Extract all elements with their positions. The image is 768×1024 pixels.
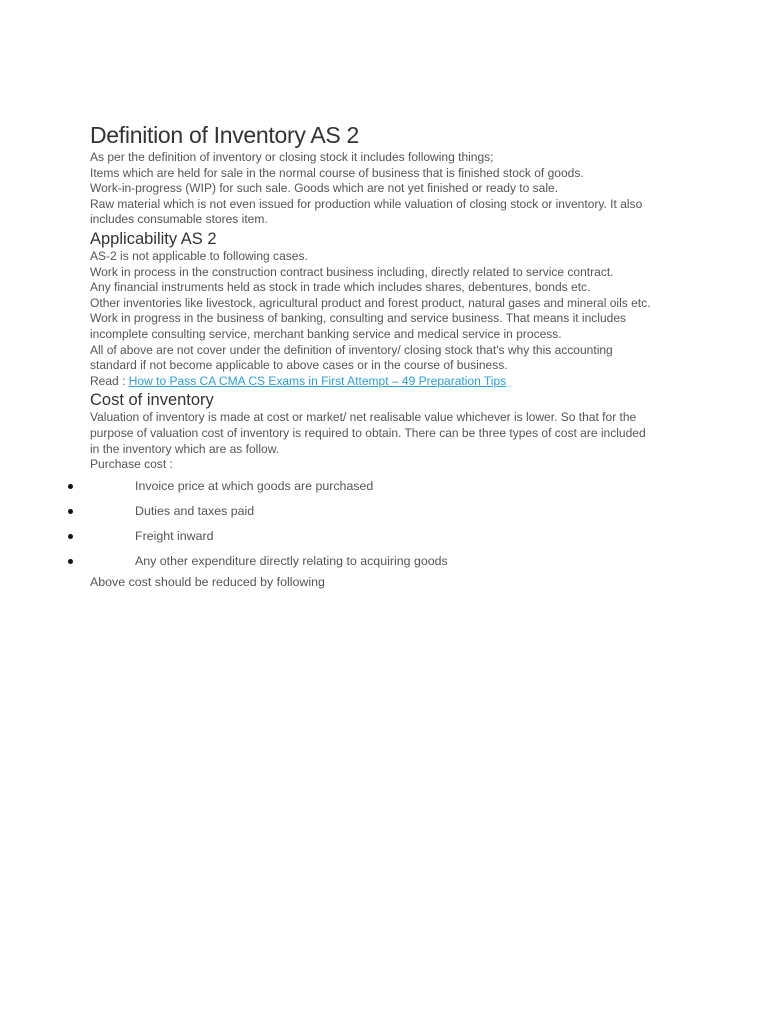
intro-line: Raw material which is not even issued for production while valuation of closing stock or inventory. It also includes consumable stores item. xyxy=(90,196,643,227)
applicability-line: AS-2 is not applicable to following cases. xyxy=(90,248,308,263)
cost-after-line: Above cost should be reduced by following xyxy=(90,574,325,589)
list-item-text: Freight inward xyxy=(135,528,214,543)
list-item-text: Invoice price at which goods are purchased xyxy=(135,478,374,493)
bullet-icon xyxy=(68,509,73,514)
cost-line: Valuation of inventory is made at cost or market/ net realisable value whichever is lower. So that for the purpose of valuation cost of inventory is required to obtain. There can be three types of cost are included in the inventory which are as follow. xyxy=(90,410,646,456)
list-item xyxy=(90,528,675,556)
applicability-line: Work in process in the construction contract business including, directly related to service contract. xyxy=(90,264,614,279)
document-page xyxy=(90,120,675,590)
intro-line: Items which are held for sale in the normal course of business that is finished stock of goods. xyxy=(90,165,584,180)
applicability-line: Any financial instruments held as stock in trade which includes shares, debentures, bonds etc. xyxy=(90,280,591,295)
applicability-line: Work in progress in the business of banking, consulting and service business. That means it includes incomplete consulting service, merchant banking service and medical service in process. xyxy=(90,311,627,341)
read-more-line xyxy=(90,374,657,390)
bullet-icon xyxy=(68,484,73,489)
cost-line: Purchase cost : xyxy=(90,457,173,472)
bullet-icon xyxy=(68,534,73,539)
section-heading-applicability: Applicability AS 2 xyxy=(90,229,217,248)
applicability-line: Other inventories like livestock, agricultural product and forest product, natural gases and mineral oils etc. xyxy=(90,295,651,310)
purchase-cost-list xyxy=(90,478,675,581)
list-item xyxy=(90,553,675,581)
applicability-line: All of above are not cover under the definition of inventory/ closing stock that's why this accounting standard if not become applicable to above cases or in the course of business. xyxy=(90,342,613,373)
read-prefix: Read : xyxy=(90,373,129,388)
bullet-icon xyxy=(68,559,73,564)
section-heading-cost: Cost of inventory xyxy=(90,391,214,410)
list-item-text: Duties and taxes paid xyxy=(135,503,255,518)
list-item xyxy=(90,503,675,531)
intro-line: Work-in-progress (WIP) for such sale. Goods which are not yet finished or ready to sale. xyxy=(90,181,559,196)
intro-line: As per the definition of inventory or closing stock it includes following things; xyxy=(90,150,494,164)
read-more-link[interactable]: How to Pass CA CMA CS Exams in First Attempt – 49 Preparation Tips xyxy=(128,373,507,388)
list-item xyxy=(90,478,675,506)
list-item-text: Any other expenditure directly relating to acquiring goods xyxy=(135,553,448,568)
page-title: Definition of Inventory AS 2 xyxy=(90,122,360,148)
